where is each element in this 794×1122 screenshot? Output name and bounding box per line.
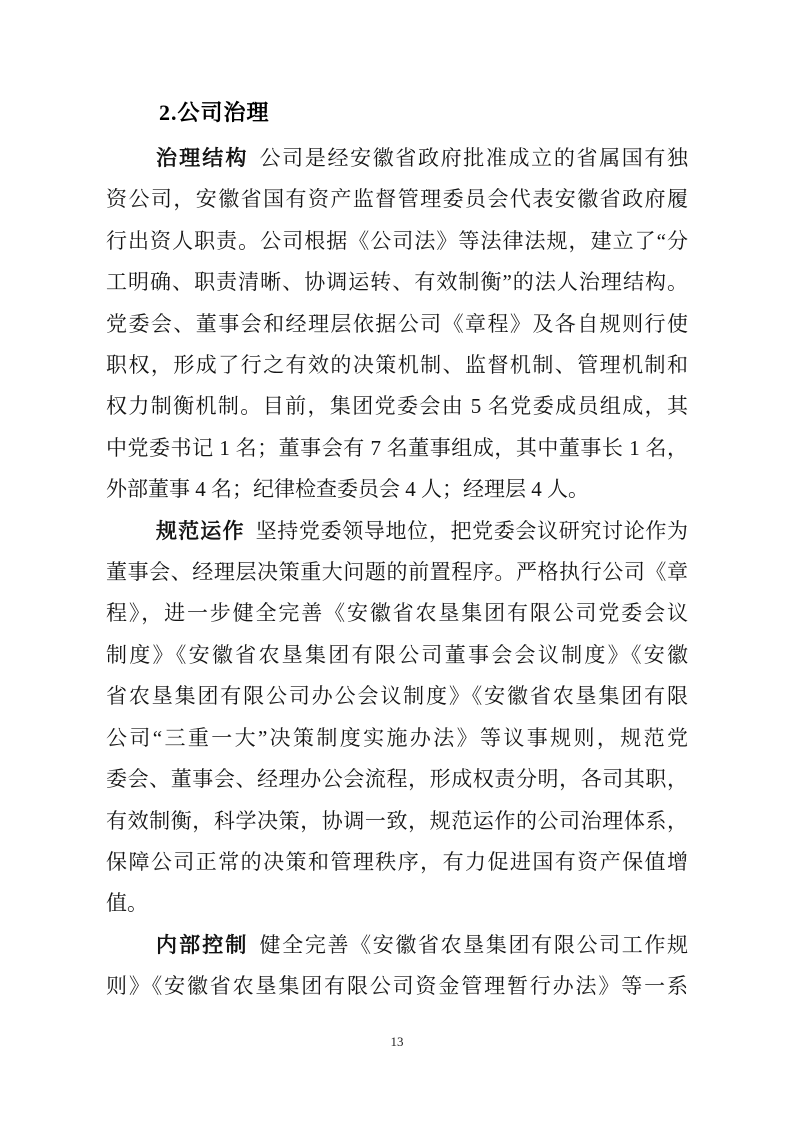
paragraph-standard-operation	[106, 511, 688, 925]
text-line	[106, 138, 688, 179]
text-line: 有效制衡，科学决策，协调一致，规范运作的公司治理体系，	[106, 808, 688, 833]
section-heading: 2.公司治理	[159, 100, 270, 125]
text-run: 坚持党委领导地位，把党委会议研究讨论作为	[255, 518, 688, 543]
text-line: 保障公司正常的决策和管理秩序，有力促进国有资产保值增	[106, 849, 688, 874]
paragraph-lead: 内部控制	[156, 932, 249, 957]
paragraph-internal-control	[106, 925, 688, 1008]
text-line: 程》，进一步健全完善《安徽省农垦集团有限公司党委会议	[106, 601, 688, 626]
text-line: 省农垦集团有限公司办公会议制度》《安徽省农垦集团有限	[106, 684, 688, 709]
paragraph-lead: 规范运作	[156, 518, 245, 543]
text-line: 职权，形成了行之有效的决策机制、监督机制、管理机制和	[106, 353, 688, 378]
text-line: 值。	[106, 891, 148, 916]
text-line: 董事会、经理层决策重大问题的前置程序。严格执行公司《章	[106, 560, 688, 585]
paragraph-governance-structure	[106, 138, 688, 511]
paragraph-lead: 治理结构	[156, 146, 249, 170]
text-line: 资公司，安徽省国有资产监督管理委员会代表安徽省政府履	[106, 187, 688, 212]
text-run: 公司是经安徽省政府批准成立的省属国有独	[259, 146, 688, 170]
text-line: 公司“三重一大”决策制度实施办法》等议事规则，规范党	[106, 725, 688, 750]
text-line: 制度》《安徽省农垦集团有限公司董事会会议制度》《安徽	[106, 642, 688, 667]
text-line	[106, 925, 688, 966]
text-line: 党委会、董事会和经理层依据公司《章程》及各自规则行使	[106, 311, 688, 336]
text-line: 工明确、职责清晰、协调运转、有效制衡”的法人治理结构。	[106, 270, 688, 295]
text-line: 则》《安徽省农垦集团有限公司资金管理暂行办法》等一系	[106, 974, 688, 999]
text-line: 中党委书记 1 名；董事会有 7 名董事组成，其中董事长 1 名，	[106, 435, 688, 460]
text-run: 健全完善《安徽省农垦集团有限公司工作规	[259, 932, 688, 957]
text-line: 外部董事 4 名；纪律检查委员会 4 人；经理层 4 人。	[106, 477, 589, 502]
text-line: 委会、董事会、经理办公会流程，形成权责分明，各司其职，	[106, 767, 688, 792]
page-number: 13	[390, 1034, 404, 1049]
text-line	[106, 511, 688, 552]
text-line: 行出资人职责。公司根据《公司法》等法律法规，建立了“分	[106, 228, 688, 253]
text-block	[106, 92, 688, 1008]
text-line: 权力制衡机制。目前，集团党委会由 5 名党委成员组成，其	[106, 394, 688, 419]
